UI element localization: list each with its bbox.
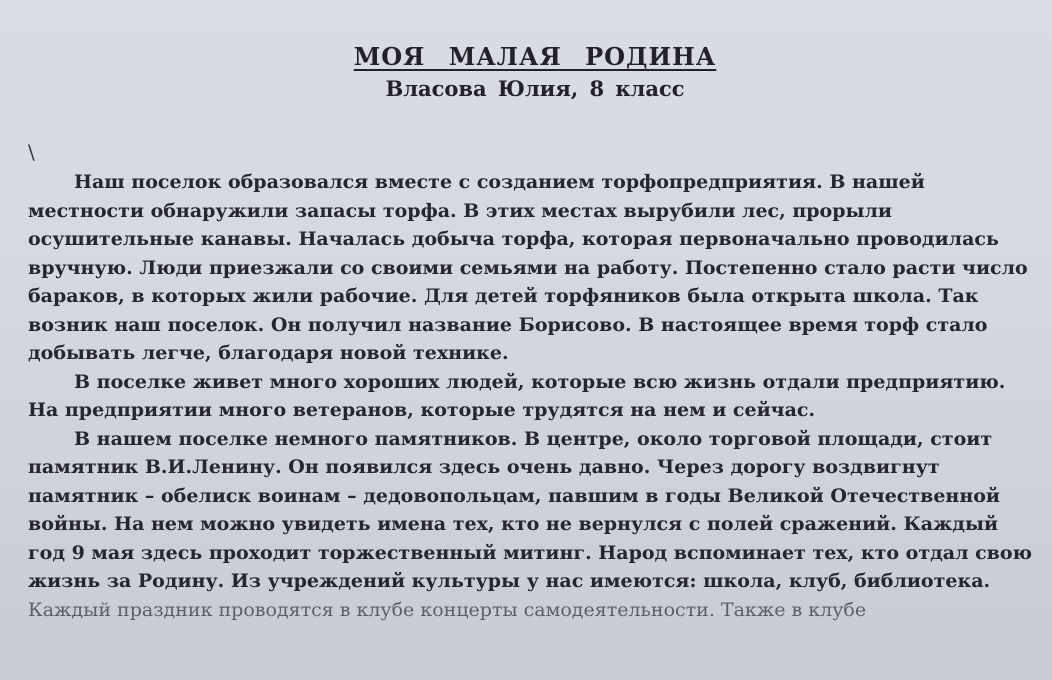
text-line: На предприятии много ветеранов, которые трудятся на нем и сейчас. [28, 399, 816, 421]
text-line: осушительные канавы. Началась добыча торфа, которая первоначально проводилась [28, 228, 999, 250]
document-title: МОЯ МАЛАЯ РОДИНА [353, 42, 717, 71]
author-line: Власова Юлия, 8 класс [385, 76, 685, 101]
text-line: жизнь за Родину. Из учреждений культуры у нас имеются: школа, клуб, библиотека. [28, 570, 991, 592]
text-line: добывать легче, благодаря новой технике. [28, 342, 509, 364]
text-line: возник наш поселок. Он получил название Борисово. В настоящее время торф стало [28, 313, 988, 336]
text-line: В поселке живет много хороших людей, которые всю жизнь отдали предприятию. [74, 370, 1006, 393]
text-line: Каждый праздник проводятся в клубе концерты самодеятельности. Также в клубе [28, 598, 867, 621]
text-line: вручную. Люди приезжали со своими семьями на работу. Постепенно стало расти число [28, 256, 1028, 279]
text-line: год 9 мая здесь проходит торжественный митинг. Народ вспоминает тех, кто отдал свою [28, 541, 1033, 564]
text-line: памятник – обелиск воинам – дедовопольцам, павшим в годы Великой Отечественной [28, 484, 1001, 507]
text-line: памятник В.И.Ленину. Он появился здесь очень давно. Через дорогу воздвигнут [28, 456, 940, 478]
text-line: бараков, в которых жили рабочие. Для детей торфяников была открыта школа. Так [28, 285, 979, 307]
stray-pen-mark: \ [28, 140, 35, 164]
text-line: В нашем поселке немного памятников. В центре, около торговой площади, стоит [74, 427, 993, 450]
text-line: Наш поселок образовался вместе с созданием торфопредприятия. В нашей [74, 171, 925, 193]
text-line: местности обнаружили запасы торфа. В этих местах вырубили лес, прорыли [28, 199, 893, 222]
essay-body [28, 168, 1038, 624]
text-line: войны. На нем можно увидеть имена тех, кто не вернулся с полей сражений. Каждый [28, 513, 999, 535]
